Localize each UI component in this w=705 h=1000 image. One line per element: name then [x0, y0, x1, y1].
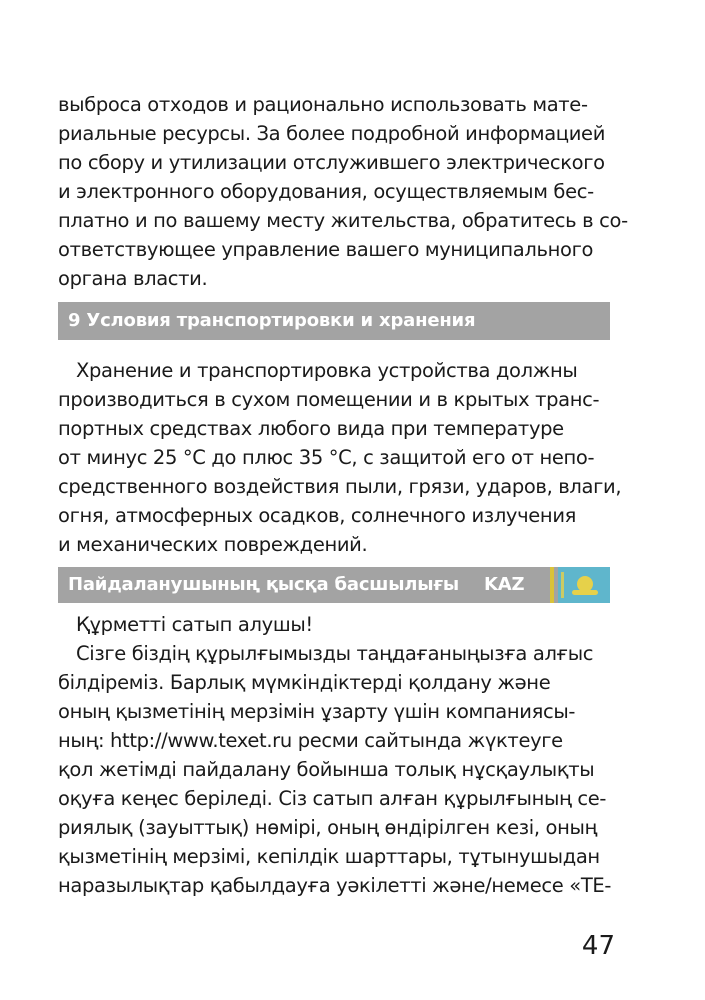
kazakhstan-flag-icon	[558, 567, 610, 603]
text-line: білдіреміз. Барлық мүмкіндіктерді қолдану және	[58, 671, 551, 694]
text-line: и механических повреждений.	[58, 533, 368, 556]
section-heading-text: 9 Условия транспортировки и хранения	[68, 310, 476, 331]
flag-separator	[550, 567, 554, 603]
flag-eagle	[572, 590, 598, 595]
text-line: ның: http://www.texet.ru ресми сайтында жүктеуге	[58, 729, 563, 752]
text-line: средственного воздействия пыли, грязи, ударов, влаги,	[58, 475, 622, 498]
text-line: портных средствах любого вида при температуре	[58, 417, 564, 440]
text-line: выброса отходов и рационально использовать мате-	[58, 93, 588, 116]
text-line: қол жетімді пайдалану бойынша толық нұсқаулықты	[58, 758, 595, 781]
text-line: риальные ресурсы. За более подробной информацией	[58, 122, 606, 145]
text-line: ответствующее управление вашего муниципального	[58, 238, 594, 261]
transport-storage-paragraph	[58, 356, 622, 559]
text-line: производиться в сухом помещении и в крытых транс-	[58, 388, 600, 411]
text-line: оның қызметінің мерзімін ұзарту үшін компаниясы-	[58, 700, 576, 723]
section-heading-text: Пайдаланушының қысқа басшылығы	[68, 574, 460, 595]
text-line: қызметінің мерзімі, кепілдік шарттары, тұтынушыдан	[58, 845, 600, 868]
text-line: по сбору и утилизации отслужившего электрического	[58, 151, 605, 174]
text-line: органа власти.	[58, 267, 208, 290]
text-line: Құрметті сатып алушы!	[76, 613, 313, 636]
page-number: 47	[581, 931, 615, 961]
flag-ornament	[561, 572, 564, 598]
text-line: огня, атмосферных осадков, солнечного излучения	[58, 504, 577, 527]
text-line: оқуға кеңес беріледі. Сіз сатып алған құрылғының се-	[58, 787, 607, 810]
text-line: наразылықтар қабылдауға уәкілетті және/немесе «ТЕ-	[58, 874, 612, 897]
text-line: от минус 25 °С до плюс 35 °С, с защитой его от непо-	[58, 446, 595, 469]
text-line: Хранение и транспортировка устройства должны	[76, 359, 578, 382]
text-line: платно и по вашему месту жительства, обратитесь в со-	[58, 209, 628, 232]
kaz-paragraph	[58, 610, 610, 900]
section-heading-transport-storage	[58, 302, 610, 340]
intro-paragraph	[58, 90, 628, 293]
text-line: Сізге біздің құрылғымызды таңдағаныңызға алғыс	[76, 642, 594, 665]
text-line: риялық (зауыттық) нөмірі, оның өндірілген кезі, оның	[58, 816, 598, 839]
section-heading-kaz-quick-guide	[58, 567, 610, 603]
language-code: KAZ	[484, 574, 525, 595]
text-line: и электронного оборудования, осуществляемым бес-	[58, 180, 594, 203]
